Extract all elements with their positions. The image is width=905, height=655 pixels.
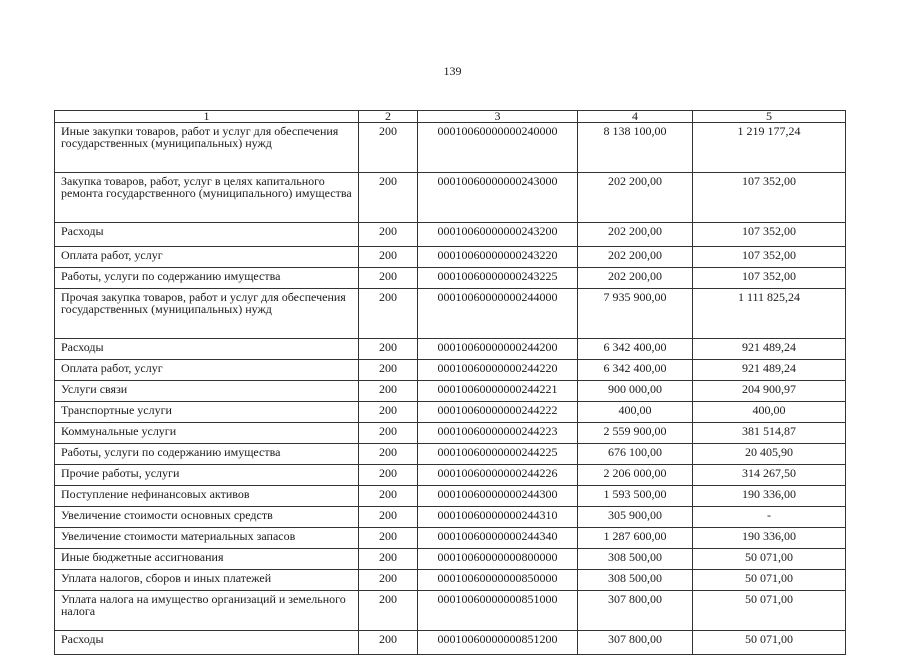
row-name-cell: Увеличение стоимости основных средств [55, 507, 359, 528]
row-budget-code-cell: 00010060000000244310 [418, 507, 578, 528]
row-approved-cell: 6 342 400,00 [578, 360, 693, 381]
row-name-cell: Прочая закупка товаров, работ и услуг для обеспечения государственных (муниципальных) нужд [55, 289, 359, 339]
row-name-cell: Работы, услуги по содержанию имущества [55, 444, 359, 465]
row-executed-cell: 50 071,00 [693, 631, 846, 655]
row-name-cell: Расходы [55, 339, 359, 360]
table-row [55, 444, 846, 465]
row-name-cell: Оплата работ, услуг [55, 247, 359, 268]
table-row [55, 528, 846, 549]
row-line-code-cell: 200 [359, 528, 418, 549]
row-name-cell: Увеличение стоимости материальных запасов [55, 528, 359, 549]
row-line-code-cell: 200 [359, 486, 418, 507]
table-row [55, 570, 846, 591]
row-executed-cell: 921 489,24 [693, 339, 846, 360]
row-name-cell: Иные бюджетные ассигнования [55, 549, 359, 570]
row-approved-cell: 676 100,00 [578, 444, 693, 465]
row-executed-cell: 190 336,00 [693, 486, 846, 507]
row-approved-cell: 307 800,00 [578, 591, 693, 631]
row-budget-code-cell: 00010060000000244225 [418, 444, 578, 465]
table-row [55, 465, 846, 486]
row-budget-code-cell: 00010060000000244220 [418, 360, 578, 381]
row-name-cell: Расходы [55, 631, 359, 655]
table-row [55, 360, 846, 381]
row-budget-code-cell: 00010060000000244300 [418, 486, 578, 507]
column-number-header-row [55, 111, 846, 123]
table-row [55, 339, 846, 360]
column-header: 5 [693, 111, 846, 123]
row-executed-cell: 1 111 825,24 [693, 289, 846, 339]
column-header: 3 [418, 111, 578, 123]
row-name-cell: Закупка товаров, работ, услуг в целях капитального ремонта государственного (муниципального) имущества [55, 173, 359, 223]
row-budget-code-cell: 00010060000000244223 [418, 423, 578, 444]
row-name-cell: Расходы [55, 223, 359, 247]
row-line-code-cell: 200 [359, 247, 418, 268]
row-budget-code-cell: 00010060000000243220 [418, 247, 578, 268]
row-executed-cell: 107 352,00 [693, 173, 846, 223]
row-executed-cell: 921 489,24 [693, 360, 846, 381]
row-line-code-cell: 200 [359, 631, 418, 655]
row-line-code-cell: 200 [359, 381, 418, 402]
row-budget-code-cell: 00010060000000243000 [418, 173, 578, 223]
row-budget-code-cell: 00010060000000244340 [418, 528, 578, 549]
table-row [55, 123, 846, 173]
row-executed-cell: 381 514,87 [693, 423, 846, 444]
row-approved-cell: 900 000,00 [578, 381, 693, 402]
row-approved-cell: 307 800,00 [578, 631, 693, 655]
row-approved-cell: 1 593 500,00 [578, 486, 693, 507]
row-budget-code-cell: 00010060000000243225 [418, 268, 578, 289]
row-name-cell: Иные закупки товаров, работ и услуг для обеспечения государственных (муниципальных) нужд [55, 123, 359, 173]
table-row [55, 507, 846, 528]
row-approved-cell: 6 342 400,00 [578, 339, 693, 360]
row-line-code-cell: 200 [359, 223, 418, 247]
row-line-code-cell: 200 [359, 444, 418, 465]
row-budget-code-cell: 00010060000000244200 [418, 339, 578, 360]
table-row [55, 486, 846, 507]
row-executed-cell: 314 267,50 [693, 465, 846, 486]
table-row [55, 173, 846, 223]
row-line-code-cell: 200 [359, 173, 418, 223]
table-row [55, 549, 846, 570]
row-approved-cell: 2 559 900,00 [578, 423, 693, 444]
column-header: 1 [55, 111, 359, 123]
row-line-code-cell: 200 [359, 268, 418, 289]
row-line-code-cell: 200 [359, 360, 418, 381]
row-approved-cell: 202 200,00 [578, 268, 693, 289]
column-header: 2 [359, 111, 418, 123]
row-budget-code-cell: 00010060000000850000 [418, 570, 578, 591]
table-row [55, 268, 846, 289]
row-approved-cell: 8 138 100,00 [578, 123, 693, 173]
row-line-code-cell: 200 [359, 289, 418, 339]
table-row [55, 631, 846, 655]
row-approved-cell: 2 206 000,00 [578, 465, 693, 486]
row-budget-code-cell: 00010060000000244000 [418, 289, 578, 339]
row-name-cell: Уплата налога на имущество организаций и земельного налога [55, 591, 359, 631]
row-budget-code-cell: 00010060000000244222 [418, 402, 578, 423]
row-budget-code-cell: 00010060000000851200 [418, 631, 578, 655]
row-budget-code-cell: 00010060000000800000 [418, 549, 578, 570]
row-budget-code-cell: 00010060000000240000 [418, 123, 578, 173]
row-executed-cell: 400,00 [693, 402, 846, 423]
row-approved-cell: 308 500,00 [578, 549, 693, 570]
row-approved-cell: 305 900,00 [578, 507, 693, 528]
row-approved-cell: 202 200,00 [578, 223, 693, 247]
budget-table [54, 110, 846, 655]
row-budget-code-cell: 00010060000000244221 [418, 381, 578, 402]
row-executed-cell: 204 900,97 [693, 381, 846, 402]
table-row [55, 289, 846, 339]
row-name-cell: Услуги связи [55, 381, 359, 402]
row-executed-cell: 50 071,00 [693, 591, 846, 631]
row-name-cell: Поступление нефинансовых активов [55, 486, 359, 507]
row-name-cell: Оплата работ, услуг [55, 360, 359, 381]
row-approved-cell: 400,00 [578, 402, 693, 423]
table-row [55, 423, 846, 444]
row-line-code-cell: 200 [359, 339, 418, 360]
table-row [55, 591, 846, 631]
row-approved-cell: 202 200,00 [578, 247, 693, 268]
row-line-code-cell: 200 [359, 402, 418, 423]
row-budget-code-cell: 00010060000000243200 [418, 223, 578, 247]
row-budget-code-cell: 00010060000000244226 [418, 465, 578, 486]
row-executed-cell: 1 219 177,24 [693, 123, 846, 173]
row-name-cell: Уплата налогов, сборов и иных платежей [55, 570, 359, 591]
row-executed-cell: 190 336,00 [693, 528, 846, 549]
row-executed-cell: - [693, 507, 846, 528]
row-line-code-cell: 200 [359, 549, 418, 570]
column-header: 4 [578, 111, 693, 123]
row-executed-cell: 107 352,00 [693, 247, 846, 268]
row-executed-cell: 20 405,90 [693, 444, 846, 465]
row-line-code-cell: 200 [359, 507, 418, 528]
row-name-cell: Коммунальные услуги [55, 423, 359, 444]
table-row [55, 247, 846, 268]
row-approved-cell: 202 200,00 [578, 173, 693, 223]
table-row [55, 402, 846, 423]
row-line-code-cell: 200 [359, 591, 418, 631]
row-approved-cell: 308 500,00 [578, 570, 693, 591]
row-approved-cell: 1 287 600,00 [578, 528, 693, 549]
row-executed-cell: 50 071,00 [693, 570, 846, 591]
table-row [55, 381, 846, 402]
row-line-code-cell: 200 [359, 123, 418, 173]
row-executed-cell: 107 352,00 [693, 268, 846, 289]
page-number: 139 [443, 64, 462, 78]
row-line-code-cell: 200 [359, 423, 418, 444]
row-budget-code-cell: 00010060000000851000 [418, 591, 578, 631]
row-line-code-cell: 200 [359, 570, 418, 591]
row-line-code-cell: 200 [359, 465, 418, 486]
table-row [55, 223, 846, 247]
row-executed-cell: 107 352,00 [693, 223, 846, 247]
row-executed-cell: 50 071,00 [693, 549, 846, 570]
row-name-cell: Прочие работы, услуги [55, 465, 359, 486]
row-approved-cell: 7 935 900,00 [578, 289, 693, 339]
row-name-cell: Транспортные услуги [55, 402, 359, 423]
row-name-cell: Работы, услуги по содержанию имущества [55, 268, 359, 289]
